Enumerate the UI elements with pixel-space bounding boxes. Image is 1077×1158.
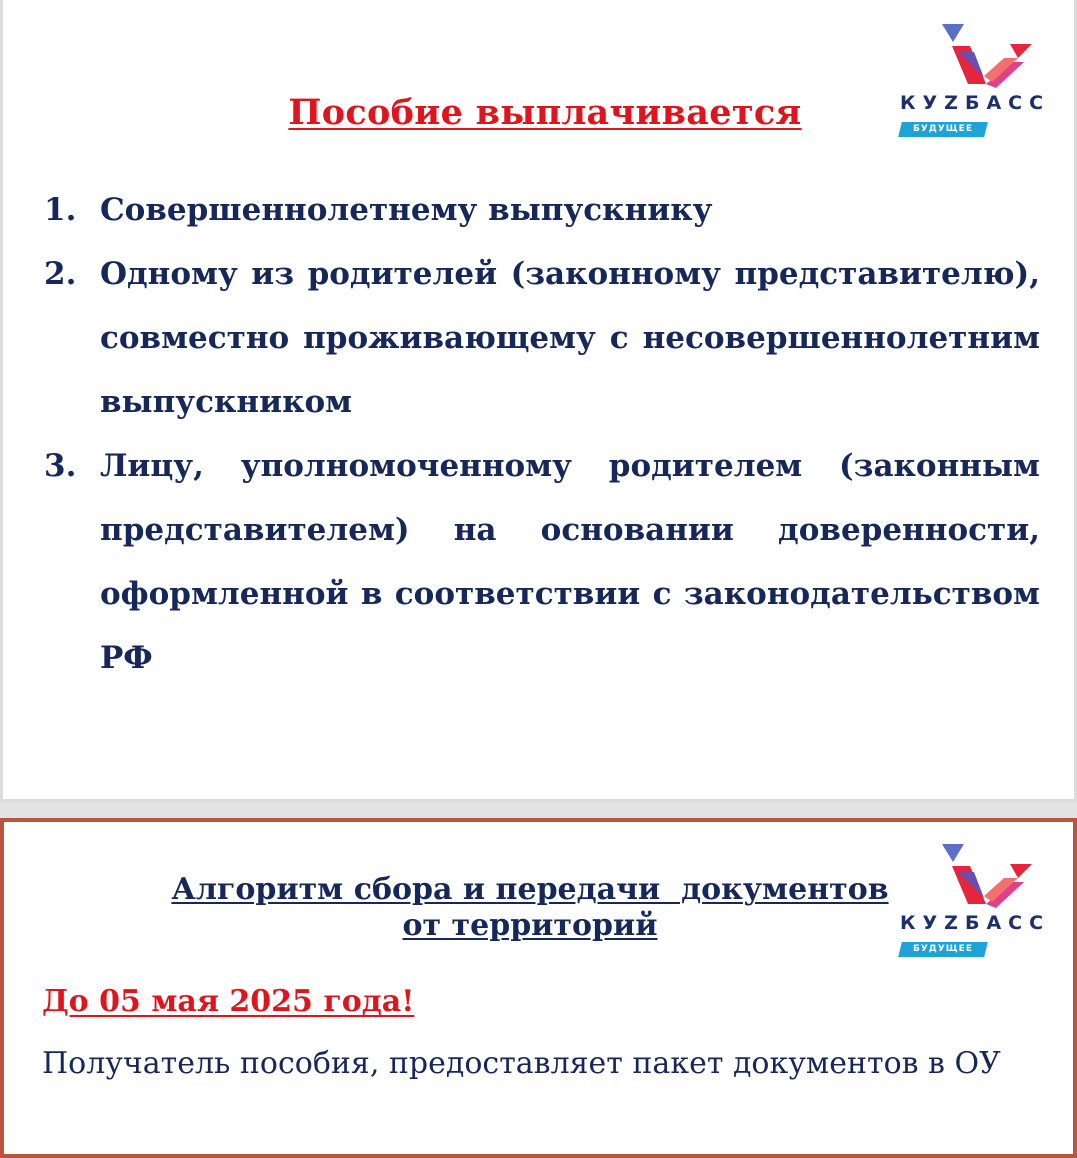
logo-tagline: БУДУЩЕЕ bbox=[898, 122, 988, 137]
deadline-text: До 05 мая 2025 года! bbox=[42, 984, 415, 1019]
logo-tagline: БУДУЩЕЕ bbox=[898, 942, 988, 957]
list-item bbox=[44, 178, 1040, 242]
slide-1-title: Пособие выплачивается bbox=[288, 92, 802, 133]
kuzbass-logo-mark-icon bbox=[900, 22, 1060, 92]
list-item-number: 1. bbox=[44, 192, 77, 228]
recipients-list bbox=[44, 178, 1040, 690]
kuzbass-logo bbox=[900, 842, 1060, 952]
list-item-number: 2. bbox=[44, 256, 77, 292]
list-item bbox=[44, 434, 1040, 690]
list-item-text: Совершеннолетнему выпускнику bbox=[100, 192, 713, 228]
slide-2-title-line-2: от территорий bbox=[402, 908, 658, 943]
kuzbass-logo-mark-icon bbox=[900, 842, 1060, 912]
kuzbass-logo bbox=[900, 22, 1060, 132]
list-item-text: Одному из родителей (законному представителю), совместно проживающему с несовершеннолетним выпускником bbox=[100, 256, 1040, 420]
list-item-text: Лицу, уполномоченному родителем (законным представителем) на основании доверенности, оформленной в соответствии с законодательством РФ bbox=[100, 448, 1040, 676]
list-item-number: 3. bbox=[44, 448, 77, 484]
slide-2-body: Получатель пособия, предоставляет пакет документов в ОУ bbox=[42, 1046, 1001, 1081]
logo-brand-text: КУZБАСС bbox=[900, 912, 1051, 934]
logo-brand-text: КУZБАСС bbox=[900, 92, 1051, 114]
slide-2-title-line-1: Алгоритм сбора и передачи документов bbox=[171, 872, 889, 907]
slide-2-title bbox=[150, 872, 910, 944]
list-item bbox=[44, 242, 1040, 434]
